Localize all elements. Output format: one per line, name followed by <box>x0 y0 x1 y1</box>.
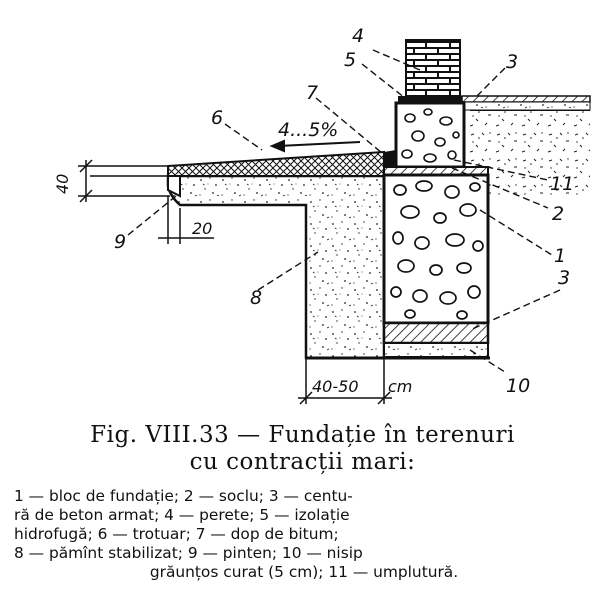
slope-label: 4...5% <box>278 119 339 141</box>
label-7: 7 <box>306 82 319 104</box>
pavement-slab <box>168 152 384 176</box>
slope-arrow <box>272 141 360 151</box>
dimension-base-value: 40-50 <box>312 377 359 396</box>
caption-line-2: cu contracții mari: <box>189 449 416 475</box>
legend-line-2: ră de beton armat; 4 — perete; 5 — izolație <box>14 506 350 524</box>
sand-layer <box>384 343 488 357</box>
figure-caption <box>0 422 605 476</box>
label-2: 2 <box>552 203 565 225</box>
label-6: 6 <box>211 107 224 129</box>
dimension-spur-value: 20 <box>192 219 213 238</box>
legend-line-3: hidrofugă; 6 — trotuar; 7 — dop de bitum; <box>14 525 339 543</box>
label-8: 8 <box>250 287 263 309</box>
label-11: 11 <box>550 173 575 195</box>
legend-line-1: 1 — bloc de fundație; 2 — soclu; 3 — centu- <box>14 487 353 505</box>
foundation-block <box>384 175 488 323</box>
floor-layer-dotted <box>462 102 590 110</box>
figure-legend <box>14 487 594 582</box>
floor-layer-hatched <box>462 96 590 102</box>
caption-line-1: Fig. VIII.33 — Fundație în terenuri <box>90 422 515 448</box>
label-10: 10 <box>506 375 531 397</box>
dimension-height <box>78 160 170 202</box>
label-9: 9 <box>114 231 127 253</box>
dimension-unit: cm <box>388 377 413 396</box>
legend-line-5: grăunțos curat (5 cm); 11 — umplutură. <box>149 563 459 581</box>
concrete-belt-bottom <box>384 323 488 343</box>
stabilized-soil-region <box>168 176 384 358</box>
label-4: 4 <box>352 25 365 47</box>
label-3-top: 3 <box>506 51 519 73</box>
label-1: 1 <box>554 245 567 267</box>
legend-line-4: 8 — pămînt stabilizat; 9 — pinten; 10 — nisip <box>14 544 363 562</box>
label-3-bottom: 3 <box>558 267 571 289</box>
dimension-height-value: 40 <box>53 173 72 194</box>
label-5: 5 <box>344 49 357 71</box>
